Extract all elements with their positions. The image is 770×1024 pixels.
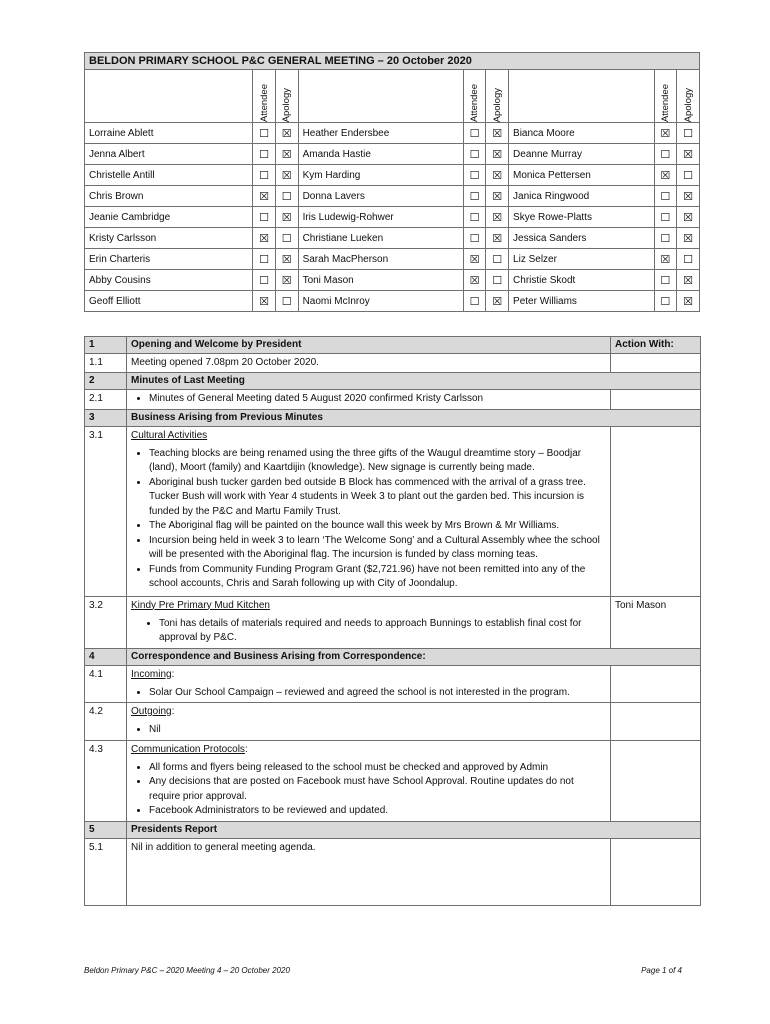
item-number: 2 xyxy=(85,373,127,390)
item-number: 3.2 xyxy=(85,596,127,648)
apology-checkbox[interactable]: ☐ xyxy=(677,165,700,186)
attendance-row xyxy=(85,291,700,312)
attendee-checkbox[interactable]: ☐ xyxy=(253,207,276,228)
item-row xyxy=(85,838,701,905)
apology-checkbox[interactable]: ☒ xyxy=(486,123,509,144)
action-with-header: Action With: xyxy=(611,337,701,354)
item-heading: Outgoing xyxy=(131,706,172,717)
item-number: 1 xyxy=(85,337,127,354)
item-number: 3.1 xyxy=(85,426,127,596)
attendee-checkbox[interactable]: ☒ xyxy=(253,228,276,249)
attendee-checkbox[interactable]: ☐ xyxy=(253,249,276,270)
member-name: Lorraine Ablett xyxy=(85,123,253,144)
attendee-checkbox[interactable]: ☐ xyxy=(253,123,276,144)
attendance-row xyxy=(85,123,700,144)
apology-checkbox[interactable]: ☒ xyxy=(677,270,700,291)
attendance-row xyxy=(85,165,700,186)
item-number: 1.1 xyxy=(85,354,127,373)
apology-checkbox[interactable]: ☒ xyxy=(486,186,509,207)
column-header-attendee: Attendee xyxy=(659,83,671,122)
member-name: Jenna Albert xyxy=(85,144,253,165)
bullet-item: • Toni has details of materials required and needs to approach Bunnings to establish final cost for approval by P&C. xyxy=(159,617,606,646)
member-name: Liz Selzer xyxy=(509,249,654,270)
apology-checkbox[interactable]: ☒ xyxy=(275,123,298,144)
member-name: Erin Charteris xyxy=(85,249,253,270)
attendee-checkbox[interactable]: ☐ xyxy=(253,165,276,186)
apology-checkbox[interactable]: ☒ xyxy=(677,207,700,228)
section-title: Business Arising from Previous Minutes xyxy=(127,409,701,426)
bullet-item: • The Aboriginal flag will be painted on the bounce wall this week by Mrs Brown & Mr Williams. xyxy=(149,519,606,534)
section-title: Presidents Report xyxy=(127,821,701,838)
attendee-checkbox[interactable]: ☐ xyxy=(654,186,677,207)
item-row xyxy=(85,426,701,596)
member-name: Kym Harding xyxy=(298,165,463,186)
column-header-apology: Apology xyxy=(281,87,293,122)
apology-checkbox[interactable]: ☐ xyxy=(275,228,298,249)
attendee-checkbox[interactable]: ☒ xyxy=(463,270,486,291)
member-name: Monica Pettersen xyxy=(509,165,654,186)
attendee-checkbox[interactable]: ☐ xyxy=(253,270,276,291)
apology-checkbox[interactable]: ☒ xyxy=(275,207,298,228)
bullet-item: • Teaching blocks are being renamed using the three gifts of the Waugul dreamtime story – Boodjar (land), Moort (family) and Kaartdijin (knowledge). New signage is currently being made. xyxy=(149,447,606,476)
member-name: Christelle Antill xyxy=(85,165,253,186)
item-text: Meeting opened 7.08pm 20 October 2020. xyxy=(127,354,611,373)
member-name: Jessica Sanders xyxy=(509,228,654,249)
section-title: Opening and Welcome by President xyxy=(127,337,611,354)
item-number: 5.1 xyxy=(85,838,127,905)
member-name: Jeanie Cambridge xyxy=(85,207,253,228)
apology-checkbox[interactable]: ☐ xyxy=(677,123,700,144)
item-number: 4.1 xyxy=(85,665,127,703)
apology-checkbox[interactable]: ☒ xyxy=(677,144,700,165)
apology-checkbox[interactable]: ☒ xyxy=(486,207,509,228)
attendance-row xyxy=(85,249,700,270)
item-heading: Cultural Activities xyxy=(131,429,208,441)
section-row xyxy=(85,373,701,390)
attendance-row xyxy=(85,270,700,291)
item-row xyxy=(85,596,701,648)
apology-checkbox[interactable]: ☐ xyxy=(677,249,700,270)
apology-checkbox[interactable]: ☐ xyxy=(486,270,509,291)
attendee-checkbox[interactable]: ☐ xyxy=(654,144,677,165)
member-name: Christiane Lueken xyxy=(298,228,463,249)
meeting-title: BELDON PRIMARY SCHOOL P&C GENERAL MEETING – 20 October 2020 xyxy=(85,53,700,70)
item-number: 2.1 xyxy=(85,390,127,410)
attendee-checkbox[interactable]: ☐ xyxy=(654,207,677,228)
bullet-item: • Nil xyxy=(149,723,606,738)
attendee-checkbox[interactable]: ☐ xyxy=(463,123,486,144)
attendee-checkbox[interactable]: ☐ xyxy=(463,291,486,312)
apology-checkbox[interactable]: ☒ xyxy=(486,165,509,186)
member-name: Skye Rowe-Platts xyxy=(509,207,654,228)
apology-checkbox[interactable]: ☒ xyxy=(275,249,298,270)
column-header-attendee: Attendee xyxy=(469,83,480,122)
apology-checkbox[interactable]: ☒ xyxy=(275,165,298,186)
item-heading: Kindy Pre Primary Mud Kitchen xyxy=(131,599,270,611)
member-name: Donna Lavers xyxy=(298,186,463,207)
footer-page-number: Page 1 of 4 xyxy=(641,966,682,975)
member-name: Deanne Murray xyxy=(509,144,654,165)
member-name: Abby Cousins xyxy=(85,270,253,291)
section-title: Correspondence and Business Arising from Correspondence: xyxy=(127,648,701,665)
apology-checkbox[interactable]: ☒ xyxy=(275,270,298,291)
apology-checkbox[interactable]: ☐ xyxy=(275,186,298,207)
member-name: Naomi McInroy xyxy=(298,291,463,312)
item-row: 4.1 Incoming: • Solar Our School Campaign – reviewed and agreed the school is not interested in the program. xyxy=(85,665,701,703)
bullet-item: • Minutes of General Meeting dated 5 August 2020 confirmed Kristy Carlsson xyxy=(149,392,606,407)
bullet-item: • Funds from Community Funding Program Grant ($2,721.96) have not been remitted into any of the school accounts, Chris and Sarah following up with City of Joondalup. xyxy=(149,563,606,592)
member-name: Toni Mason xyxy=(298,270,463,291)
item-row xyxy=(85,354,701,373)
bullet-item: • Facebook Administrators to be reviewed and updated. xyxy=(149,804,606,819)
section-row xyxy=(85,821,701,838)
footer-left: Beldon Primary P&C – 2020 Meeting 4 – 20 October 2020 xyxy=(84,966,290,975)
attendance-header-row xyxy=(85,70,700,123)
member-name: Chris Brown xyxy=(85,186,253,207)
column-header-apology: Apology xyxy=(682,87,694,122)
member-name: Christie Skodt xyxy=(509,270,654,291)
apology-checkbox[interactable]: ☒ xyxy=(486,228,509,249)
member-name: Bianca Moore xyxy=(509,123,654,144)
section-row xyxy=(85,409,701,426)
attendee-checkbox[interactable]: ☐ xyxy=(654,270,677,291)
apology-checkbox[interactable]: ☒ xyxy=(677,186,700,207)
column-header-apology: Apology xyxy=(491,87,503,122)
member-name: Kristy Carlsson xyxy=(85,228,253,249)
attendee-checkbox[interactable]: ☐ xyxy=(463,228,486,249)
member-name: Peter Williams xyxy=(509,291,654,312)
attendee-checkbox[interactable]: ☐ xyxy=(654,228,677,249)
attendee-checkbox[interactable]: ☒ xyxy=(253,291,276,312)
item-number: 4.3 xyxy=(85,740,127,821)
attendee-checkbox[interactable]: ☐ xyxy=(463,207,486,228)
item-row: 4.2 Outgoing: • Nil xyxy=(85,703,701,741)
bullet-item: • Any decisions that are posted on Facebook must have School Approval. Routine updates do not require prior approval. xyxy=(149,775,606,804)
attendee-checkbox[interactable]: ☐ xyxy=(463,165,486,186)
member-name: Janica Ringwood xyxy=(509,186,654,207)
attendee-checkbox[interactable]: ☒ xyxy=(654,123,677,144)
bullet-item: • Incursion being held in week 3 to learn ‘The Welcome Song’ and a Cultural Assembly whee the school will be presented with the Aboriginal flag. The incursion is funded by class morning teas. xyxy=(149,534,606,563)
attendee-checkbox[interactable]: ☐ xyxy=(654,291,677,312)
member-name: Geoff Elliott xyxy=(85,291,253,312)
attendance-row xyxy=(85,228,700,249)
attendee-checkbox[interactable]: ☐ xyxy=(253,144,276,165)
item-number: 3 xyxy=(85,409,127,426)
apology-checkbox[interactable]: ☒ xyxy=(275,144,298,165)
item-row xyxy=(85,390,701,410)
attendee-checkbox[interactable]: ☐ xyxy=(463,144,486,165)
attendee-checkbox[interactable]: ☒ xyxy=(463,249,486,270)
item-heading: Communication Protocols xyxy=(131,743,245,755)
apology-checkbox[interactable]: ☐ xyxy=(486,249,509,270)
section-row xyxy=(85,337,701,354)
apology-checkbox[interactable]: ☐ xyxy=(275,291,298,312)
attendance-row xyxy=(85,186,700,207)
attendance-row xyxy=(85,207,700,228)
bullet-item: • All forms and flyers being released to the school must be checked and approved by Admin xyxy=(149,761,606,776)
item-heading: Incoming xyxy=(131,668,172,680)
attendance-table xyxy=(84,52,700,312)
member-name: Heather Endersbee xyxy=(298,123,463,144)
minutes-table xyxy=(84,336,701,906)
bullet-item: • Solar Our School Campaign – reviewed and agreed the school is not interested in the program. xyxy=(149,686,606,701)
apology-checkbox[interactable]: ☒ xyxy=(486,291,509,312)
member-name: Amanda Hastie xyxy=(298,144,463,165)
action-with-value: Toni Mason xyxy=(611,596,701,648)
apology-checkbox[interactable]: ☒ xyxy=(486,144,509,165)
bullet-item: • Aboriginal bush tucker garden bed outside B Block has commenced with the arrival of a grass tree. Tucker Bush will work with Year 4 students in Week 3 to plant out the garden bed. This incursion is funded by the P&C and Martu Family Trust. xyxy=(149,476,606,520)
section-row xyxy=(85,648,701,665)
item-row: 4.3 Communication Protocols: • All forms and flyers being released to the school must be checked and approved by Admin • Any decisions that are posted on Facebook must have School Approval. Routine updates do not require prior approval. • Facebook Administrators to be reviewed and updated. xyxy=(85,740,701,821)
member-name: Sarah MacPherson xyxy=(298,249,463,270)
attendee-checkbox[interactable]: ☒ xyxy=(253,186,276,207)
apology-checkbox[interactable]: ☒ xyxy=(677,228,700,249)
attendance-row xyxy=(85,144,700,165)
item-number: 4 xyxy=(85,648,127,665)
column-header-attendee: Attendee xyxy=(258,83,270,122)
item-number: 5 xyxy=(85,821,127,838)
member-name: Iris Ludewig-Rohwer xyxy=(298,207,463,228)
apology-checkbox[interactable]: ☒ xyxy=(677,291,700,312)
attendee-checkbox[interactable]: ☒ xyxy=(654,165,677,186)
item-text: Nil in addition to general meeting agenda. xyxy=(127,838,611,905)
attendee-checkbox[interactable]: ☒ xyxy=(654,249,677,270)
attendee-checkbox[interactable]: ☐ xyxy=(463,186,486,207)
item-number: 4.2 xyxy=(85,703,127,741)
section-title: Minutes of Last Meeting xyxy=(127,373,701,390)
